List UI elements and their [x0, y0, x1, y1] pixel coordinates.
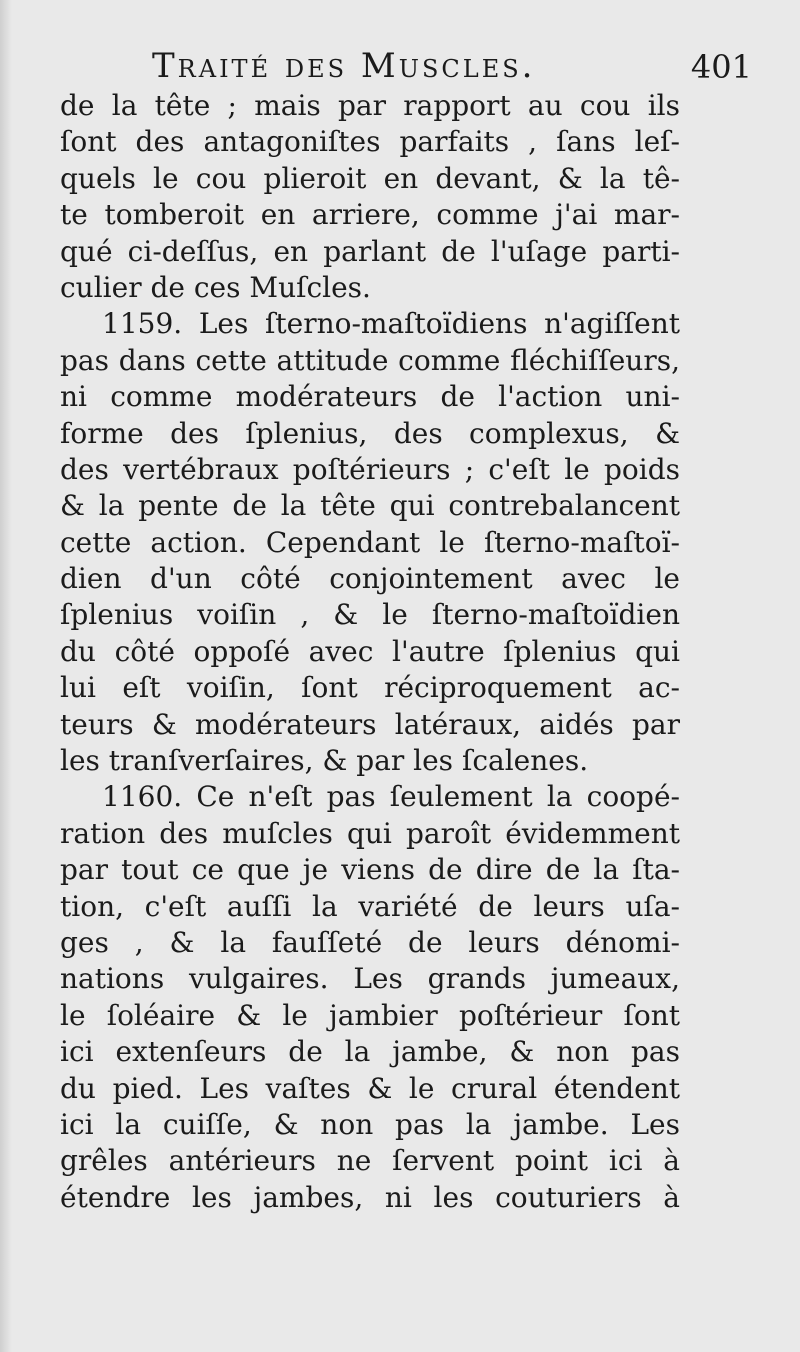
text-line: forme des ſplenius, des complexus, &	[60, 416, 680, 450]
text-line: lui eſt voiſin, ſont réciproquement ac-	[60, 671, 680, 705]
text-line: les tranſverſaires, & par les ſcalenes.	[60, 744, 589, 778]
text-line: tion, c'eſt auſſi la variété de leurs uſa-	[60, 889, 680, 923]
text-line: quels le cou plieroit en devant, & la tê-	[60, 161, 680, 195]
text-line: le ſoléaire & le jambier poſtérieur ſont	[60, 998, 680, 1032]
text-line: ration des muſcles qui paroît évidemment	[60, 816, 680, 850]
text-line: ſont des antagoniſtes parfaits , ſans leſ-	[60, 125, 680, 159]
text-line: nations vulgaires. Les grands jumeaux,	[60, 962, 680, 996]
text-line: pas dans cette attitude comme fléchiſſeurs,	[60, 343, 680, 377]
text-line: teurs & modérateurs latéraux, aidés par	[60, 707, 680, 741]
text-line: te tomberoit en arriere, comme j'ai mar-	[60, 198, 680, 232]
text-line: & la pente de la tête qui contrebalancent	[60, 489, 680, 523]
text-line: culier de ces Muſcles.	[60, 270, 371, 304]
text-line: étendre les jambes, ni les couturiers à	[60, 1180, 680, 1214]
running-head	[60, 46, 780, 92]
text-line: ges , & la fauſſeté de leurs dénomi-	[60, 925, 680, 959]
text-line: des vertébraux poſtérieurs ; c'eſt le poids	[60, 452, 680, 486]
text-line: de la tête ; mais par rapport au cou ils	[60, 89, 680, 122]
body-text	[60, 88, 680, 1216]
page-number: 401	[690, 48, 752, 86]
text-line: dien d'un côté conjointement avec le	[60, 562, 680, 596]
running-head-title: Traité des Muscles.	[152, 46, 536, 86]
text-line: qué ci-deſſus, en parlant de l'uſage parti-	[60, 234, 680, 268]
text-line: du côté oppoſé avec l'autre ſplenius qui	[60, 634, 680, 668]
text-line: ici la cuiſſe, & non pas la jambe. Les	[60, 1107, 680, 1141]
text-line: du pied. Les vaſtes & le crural étendent	[60, 1071, 680, 1105]
page-gutter-shadow	[0, 0, 12, 1352]
text-line: ni comme modérateurs de l'action uni-	[60, 380, 680, 414]
text-line: cette action. Cependant le ſterno-maſtoï-	[60, 525, 680, 559]
text-line: ſplenius voiſin , & le ſterno-maſtoïdien	[60, 598, 680, 632]
paragraph-1159-start: 1159. Les ſterno-maſtoïdiens n'agiſſent	[102, 307, 680, 341]
text-line: grêles antérieurs ne ſervent point ici à	[60, 1144, 680, 1178]
text-line: par tout ce que je viens de dire de la ſta-	[60, 853, 680, 887]
text-line: ici extenſeurs de la jambe, & non pas	[60, 1035, 680, 1069]
paragraph-1160-start: 1160. Ce n'eſt pas ſeulement la coopé-	[102, 780, 680, 814]
